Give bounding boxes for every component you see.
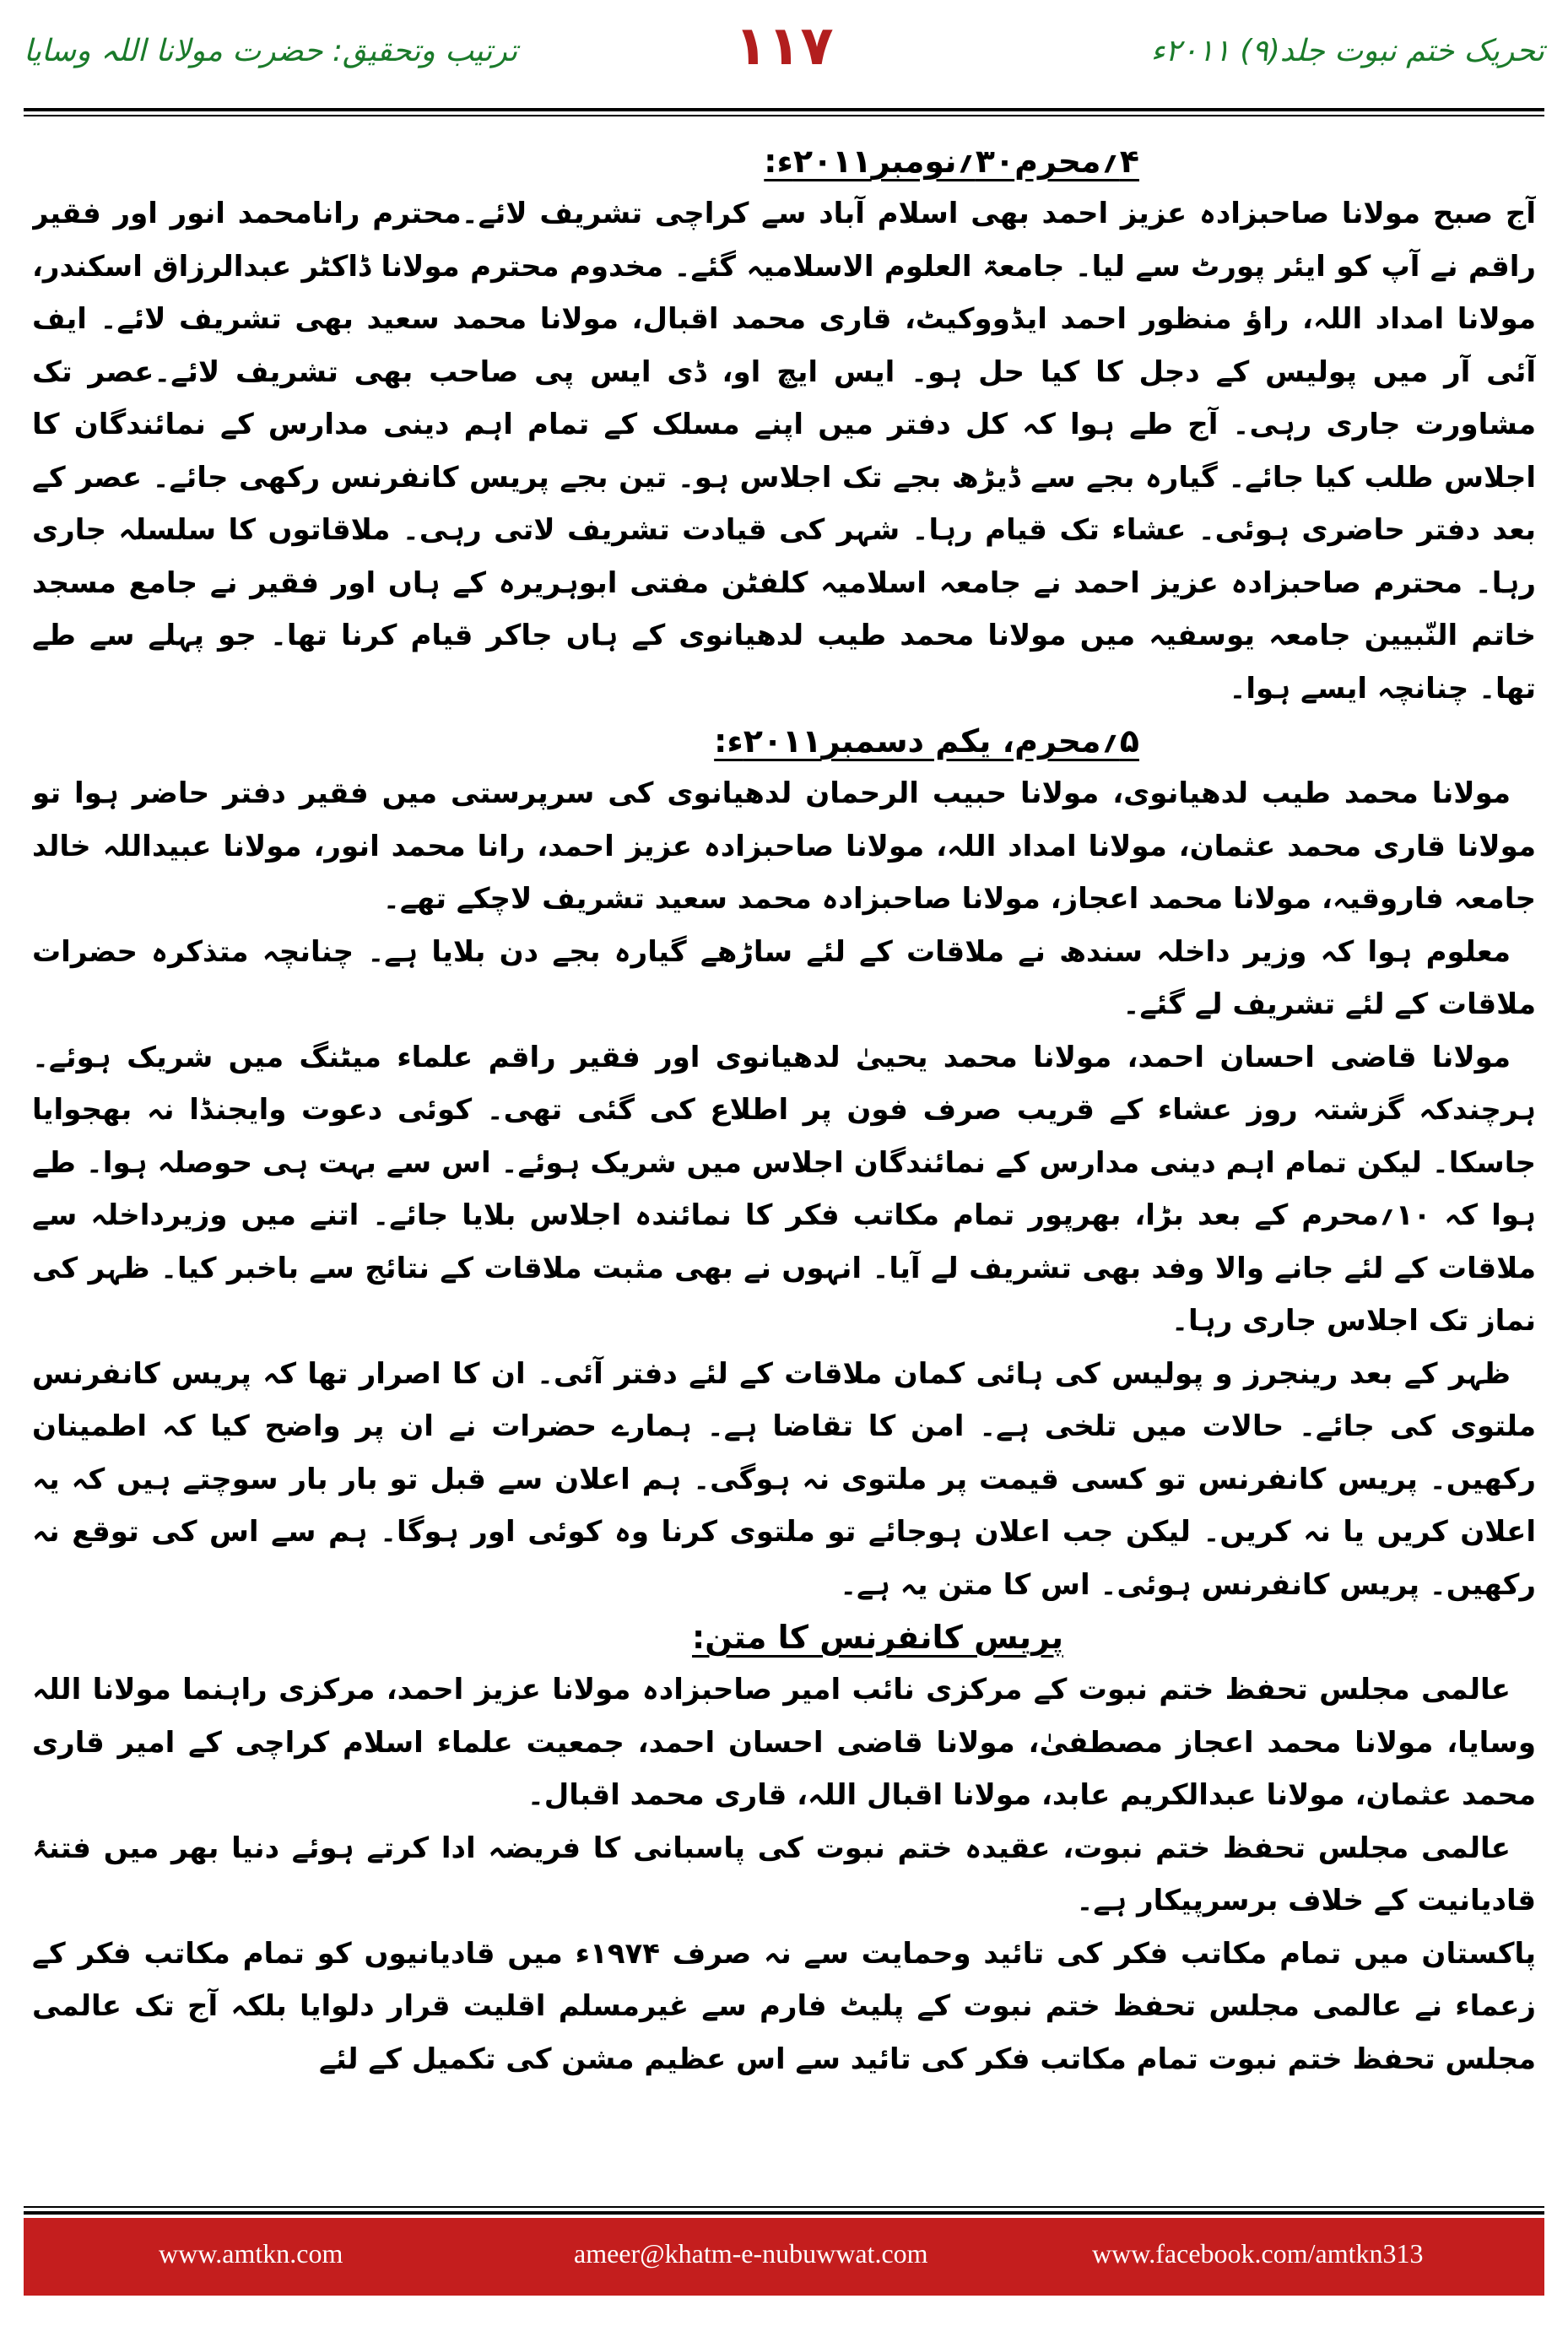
book-title: تحریک ختم نبوت جلد(۹) ۲۰۱۱ء bbox=[1150, 34, 1544, 68]
section-heading: ۴؍محرم۳۰؍نومبر۲۰۱۱ء: bbox=[764, 143, 1139, 180]
section-30-november bbox=[32, 135, 1536, 715]
facebook-link[interactable]: www.facebook.com/amtkn313 bbox=[1092, 2238, 1424, 2269]
section-1-december bbox=[32, 715, 1536, 1611]
paragraph: عالمی مجلس تحفظ ختم نبوت کے مرکزی نائب امیر صاحبزادہ مولانا عزیز احمد، مرکزی راہنما مولانا اللہ وسایا، مولانا محمد اعجاز مصطفیٰ، مولانا قاضی احسان احمد، جمعیت علماء اسلام کراچی کے امیر قاری محمد عثمان، مولانا عبدالکریم عابد، مولانا اقبال اللہ، قاری محمد اقبال۔ bbox=[32, 1673, 1536, 1812]
section-press-conference bbox=[32, 1611, 1536, 2085]
paragraph: مولانا محمد طیب لدھیانوی، مولانا حبیب الرحمان لدھیانوی کی سرپرستی میں فقیر دفتر حاضر ہوا تو مولانا قاری محمد عثمان، مولانا امداد اللہ، مولانا صاحبزادہ عزیز احمد، رانا محمد انور، مولانا عبیداللہ خالد جامعہ فاروقیہ، مولانا محمد اعجاز، مولانا صاحبزادہ محمد سعید تشریف لاچکے تھے۔ bbox=[32, 776, 1536, 916]
paragraph: ظہر کے بعد رینجرز و پولیس کی ہائی کمان ملاقات کے لئے دفتر آئی۔ ان کا اصرار تھا کہ پریس کانفرنس ملتوی کی جائے۔ حالات میں تلخی ہے۔ امن کا تقاضا ہے۔ ہمارے حضرات نے ان پر واضح کیا کہ اطمینان رکھیں۔ پریس کانفرنس تو کسی قیمت پر ملتوی نہ ہوگی۔ ہم اعلان سے قبل تو بار بار سوچتے ہیں کہ یہ اعلان کریں یا نہ کریں۔ لیکن جب اعلان ہوجائے تو ملتوی کرنا وہ کوئی اور ہوگا۔ ہم سے اس کی توقع نہ رکھیں۔ پریس کانفرنس ہوئی۔ اس کا متن یہ ہے۔ bbox=[32, 1356, 1536, 1602]
paragraph: مولانا قاضی احسان احمد، مولانا محمد یحییٰ لدھیانوی اور فقیر راقم علماء میٹنگ میں شریک ہوئے۔ ہرچندکہ گزشتہ روز عشاء کے قریب صرف فون پر اطلاع کی گئی تھی۔ کوئی دعوت وایجنڈا نہ بھجوایا جاسکا۔ لیکن تمام اہم دینی مدارس کے نمائندگان اجلاس میں شریک ہوئے۔ اس سے بہت ہی حوصلہ ہوا۔ طے ہوا کہ ۱۰؍محرم کے بعد بڑا، بھرپور تمام مکاتب فکر کا نمائندہ اجلاس بلایا جائے۔ اتنے میں وزیرداخلہ سے ملاقات کے لئے جانے والا وفد بھی تشریف لے آیا۔ انہوں نے بھی مثبت ملاقات کے نتائج سے باخبر کیا۔ ظہر کی نماز تک اجلاس جاری رہا۔ bbox=[32, 1040, 1536, 1338]
email-link[interactable]: ameer@khatm-e-nubuwwat.com bbox=[574, 2238, 928, 2269]
page-number: ۱۱۷ bbox=[734, 15, 834, 78]
paragraph: معلوم ہوا کہ وزیر داخلہ سندھ نے ملاقات کے لئے ساڑھے گیارہ بجے دن بلایا ہے۔ چنانچہ متذکرہ حضرات ملاقات کے لئے تشریف لے گئے۔ bbox=[32, 934, 1536, 1021]
footer-bar bbox=[24, 2218, 1544, 2296]
paragraph: آج صبح مولانا صاحبزادہ عزیز احمد بھی اسلام آباد سے کراچی تشریف لائے۔محترم رانامحمد انور اور فقیر راقم نے آپ کو ایئر پورٹ سے لیا۔ جامعۃ العلوم الاسلامیہ گئے۔ مخدوم محترم مولانا ڈاکٹر عبدالرزاق اسکندر، مولانا امداد اللہ، راؤ منظور احمد ایڈووکیٹ، قاری محمد اقبال، مولانا محمد سعید بھی تشریف لائے۔ ایف آئی آر میں پولیس کے دجل کا کیا حل ہو۔ ایس ایچ او، ڈی ایس پی صاحب بھی تشریف لائے۔عصر تک مشاورت جاری رہی۔ آج طے ہوا کہ کل دفتر میں اپنے مسلک کے تمام اہم دینی مدارس کے نمائندگان کا اجلاس طلب کیا جائے۔ گیارہ بجے سے ڈیڑھ بجے تک اجلاس ہو۔ تین بجے پریس کانفرنس رکھی جائے۔ عصر کے بعد دفتر حاضری ہوئی۔ عشاء تک قیام رہا۔ شہر کی قیادت تشریف لاتی رہی۔ ملاقاتوں کا سلسلہ جاری رہا۔ محترم صاحبزادہ عزیز احمد نے جامعہ اسلامیہ کلفٹن مفتی ابوہریرہ کے ہاں اور فقیر نے جامع مسجد خاتم النّبیین جامعہ یوسفیہ میں مولانا محمد طیب لدھیانوی کے ہاں جاکر قیام کرنا تھا۔ جو پہلے سے طے تھا۔ چنانچہ ایسے ہوا۔ bbox=[32, 197, 1536, 706]
compiler-credit: ترتیب وتحقیق: حضرت مولانا اللہ وسایا bbox=[24, 34, 518, 68]
website-link[interactable]: www.amtkn.com bbox=[159, 2238, 343, 2269]
footer-rule-thin bbox=[24, 2206, 1544, 2208]
paragraph: پاکستان میں تمام مکاتب فکر کی تائید وحمایت سے نہ صرف ۱۹۷۴ء میں قادیانیوں کو تمام مکاتب فکر کے زعماء نے عالمی مجلس تحفظ ختم نبوت کے پلیٹ فارم سے غیرمسلم اقلیت قرار دلوایا بلکہ آج تک عالمی مجلس تحفظ ختم نبوت تمام مکاتب فکر کی تائید سے اس عظیم مشن کی تکمیل کے لئے bbox=[32, 1936, 1536, 2076]
header-rule-thin bbox=[24, 115, 1544, 116]
header-rule bbox=[24, 108, 1544, 111]
footer-rule bbox=[24, 2211, 1544, 2215]
paragraph: عالمی مجلس تحفظ ختم نبوت، عقیدہ ختم نبوت کی پاسبانی کا فریضہ ادا کرتے ہوئے دنیا بھر میں فتنۂ قادیانیت کے خلاف برسرپیکار ہے۔ bbox=[32, 1831, 1536, 1917]
section-heading: پریس کانفرنس کا متن: bbox=[692, 1619, 1063, 1656]
section-heading: ۵؍محرم، یکم دسمبر۲۰۱۱ء: bbox=[714, 722, 1139, 760]
document-body bbox=[32, 135, 1536, 2177]
